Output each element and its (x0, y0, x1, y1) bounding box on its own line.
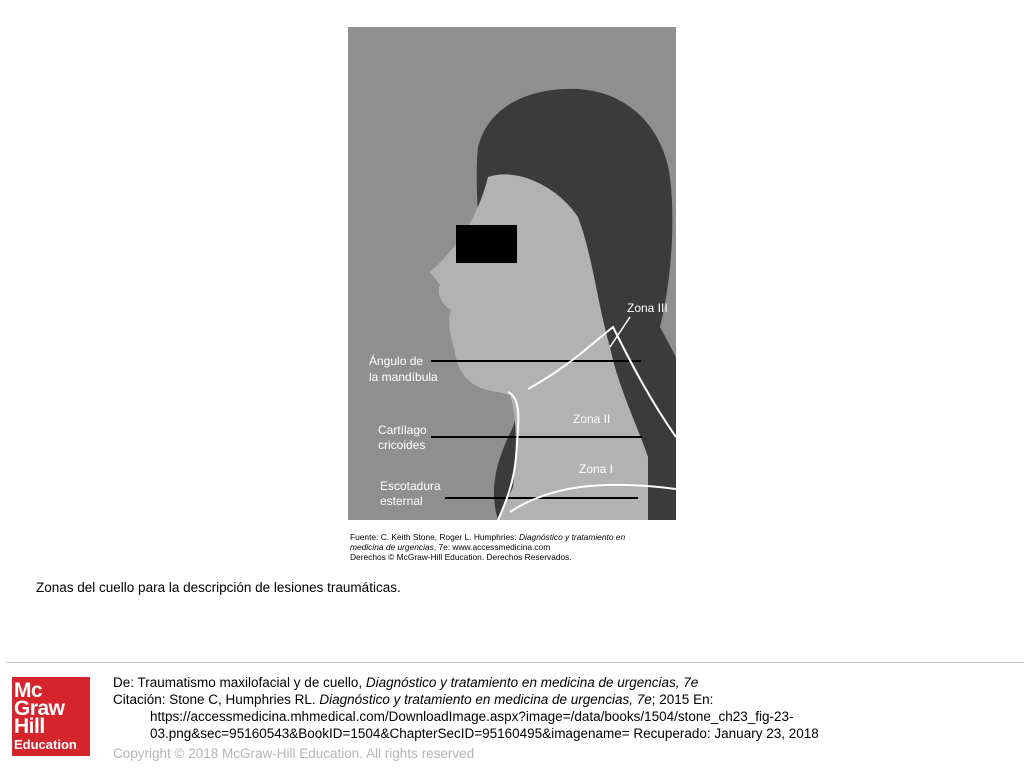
logo-text-education: Education (14, 737, 77, 752)
source-book-line1: Diagnóstico y tratamiento en (518, 532, 626, 542)
label-escotadura-1: Escotadura (380, 479, 441, 493)
figure-caption: Zonas del cuello para la descripción de lesiones traumáticas. (36, 580, 401, 595)
source-line (113, 674, 819, 691)
eye-censor-bar (456, 225, 517, 263)
logo-text-hill: Hill (14, 715, 45, 738)
source-edition: , 7e: www.accessmedicina.com (433, 542, 551, 552)
neck-zones-figure (348, 27, 676, 520)
citation-url-line-2[interactable]: 03.png&sec=95160543&BookID=1504&ChapterSecID=95160495&imagename= Recuperado: January 23, 2018 (150, 726, 819, 741)
label-escotadura-2: esternal (380, 494, 423, 508)
label-zona-2: Zona II (573, 412, 611, 426)
label-angulo-1: Ángulo de (369, 354, 424, 368)
figure-source-credit (348, 520, 676, 563)
label-angulo-2: la mandíbula (369, 370, 438, 384)
label-zona-1: Zona I (579, 462, 614, 476)
citation-prefix: Citación: Stone C, Humphries RL. (113, 692, 320, 707)
source-book-line2: medicina de urgencias (350, 542, 434, 552)
footer-divider (6, 662, 1024, 663)
citation-url-line-1[interactable]: https://accessmedicina.mhmedical.com/DownloadImage.aspx?image=/data/books/1504/stone_ch23_fig-23- (150, 709, 794, 724)
citation-suffix: ; 2015 En: (651, 692, 714, 707)
copyright-notice: Copyright © 2018 McGraw-Hill Education. All rights reserved (113, 746, 475, 761)
citation-book-title: Diagnóstico y tratamiento en medicina de urgencias, 7e (319, 692, 652, 707)
label-zona-3: Zona III (627, 301, 668, 315)
label-cartilago-1: Cartílago (378, 423, 427, 437)
mcgraw-hill-logo (12, 677, 90, 756)
citation-line (113, 691, 819, 708)
de-book-title: Diagnóstico y tratamiento en medicina de urgencias, 7e (365, 675, 699, 690)
citation-block (113, 674, 819, 742)
source-rights: Derechos © McGraw-Hill Education. Derechos Reservados. (350, 552, 572, 562)
logo-text-mc: Mc (14, 679, 43, 702)
logo-text-graw: Graw (14, 697, 65, 720)
de-prefix: De: Traumatismo maxilofacial y de cuello, (113, 675, 366, 690)
label-cartilago-2: cricoides (378, 438, 426, 452)
source-prefix: Fuente: C. Keith Stone, Roger L. Humphries: (350, 532, 519, 542)
